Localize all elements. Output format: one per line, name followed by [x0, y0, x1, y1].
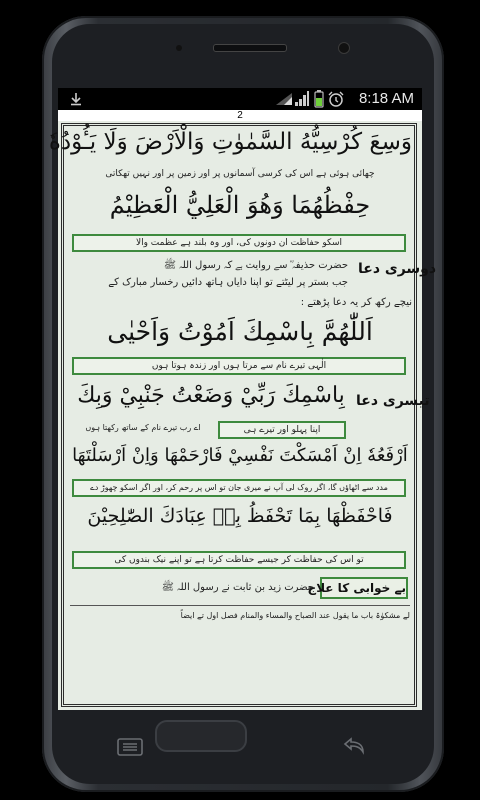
translation-box-4	[72, 479, 406, 497]
verse-line-4: بِاسْمِكَ رَبِّيْ وَضَعْتُ جَنْبِيْ وَبِكَ	[77, 383, 345, 408]
translation-4b: اے رب تیرے نام کے ساتھ رکھتا ہوں	[85, 423, 201, 432]
paragraph-line-1: حضرت حذیفہ ؓ سے روایت ہے کہ رسول اللہ ﷺ	[163, 260, 348, 271]
translation-2: اسکو حفاظت ان دونوں کی، اور وہ بلند ہے عظمت والا	[135, 238, 343, 248]
screen	[48, 88, 437, 710]
battery-icon	[314, 90, 324, 108]
page-indicator: 2	[58, 110, 422, 121]
paragraph-line-2: جب بستر پر لیٹتے تو اپنا دایاں ہاتھ دائیں رخسار مبارک کے	[108, 277, 348, 288]
heading-bekhwabi-box	[307, 577, 408, 599]
translation-box-3	[218, 421, 346, 439]
signal-icon	[295, 91, 309, 107]
menu-key-icon[interactable]	[117, 738, 143, 756]
status-time: 8:18 AM	[358, 90, 414, 107]
footnote: لے مشکوٰۃ باب ما یقول عند الصباح والمساء والمنام فصل اول تے ایضاً	[180, 611, 410, 620]
translation-box-5	[72, 551, 406, 569]
back-key-icon[interactable]	[343, 738, 369, 756]
paragraph-line-3: نیچے رکھ کر یہ دعا پڑھتے :	[300, 297, 412, 308]
translation-box-2	[72, 357, 406, 375]
earpiece-speaker	[213, 44, 287, 52]
verse-line-6: فَاحْفَظْهَا بِمَا تَحْفَظُ بِهٖ عِبَادَكَ الصّٰلِحِيْنَ	[87, 505, 393, 527]
footnote-divider	[70, 605, 410, 606]
home-button[interactable]	[155, 720, 247, 752]
proximity-sensor	[176, 45, 182, 51]
verse-line-2: حِفْظُهُمَا وَهُوَ الْعَلِيُّ الْعَظِيْمُ	[109, 191, 371, 219]
translation-6: تو اس کی حفاظت کر جیسے حفاظت کرتا ہے تو اپنے نیک بندوں کی	[114, 555, 364, 565]
heading-bekhwabi: بے خوابی کا علاج	[307, 581, 406, 595]
heading-dua-3: تیسری دعا	[356, 393, 430, 409]
translation-4: اپنا پہلو اور تیرے ہی	[243, 425, 321, 435]
translation-box-1	[72, 234, 406, 252]
translation-1: چھائی ہوئی ہے اس کی کرسی آسمانوں پر اور زمین پر اور نہیں تھکاتی	[105, 169, 375, 179]
translation-5: مدد سے اٹھاؤں گا، اگر روک لی آپ نے میری جان تو اس پر رحم کر، اور اگر اسکو چھوڑ دے	[90, 483, 388, 492]
verse-line-5: اَرْفَعُهٗ اِنْ اَمْسَكْتَ نَفْسِيْ فَارْحَمْهَا وَاِنْ اَرْسَلْتَهَا	[72, 445, 408, 466]
translation-3: الٰہی تیرے نام سے مرتا ہوں اور زندہ ہوتا ہوں	[151, 361, 327, 371]
download-icon	[70, 92, 82, 106]
status-bar	[58, 88, 422, 110]
wifi-icon	[274, 91, 294, 107]
verse-line-1: وَسِعَ كُرْسِيُّهُ السَّمٰوٰتِ وَالْاَرْضَ وَلَا يَـُٔوْدُهٗ	[48, 129, 412, 155]
book-page[interactable]	[48, 121, 437, 710]
front-camera	[338, 42, 350, 54]
verse-line-3: اَللّٰهُمَّ بِاسْمِكَ اَمُوْتُ وَاَحْيٰى	[107, 317, 373, 346]
alarm-icon	[328, 91, 344, 107]
paragraph-line-4: حضرت زید بن ثابت نے رسول اللہ ﷺ	[161, 582, 314, 593]
heading-dua-2: دوسری دعا	[358, 261, 437, 277]
